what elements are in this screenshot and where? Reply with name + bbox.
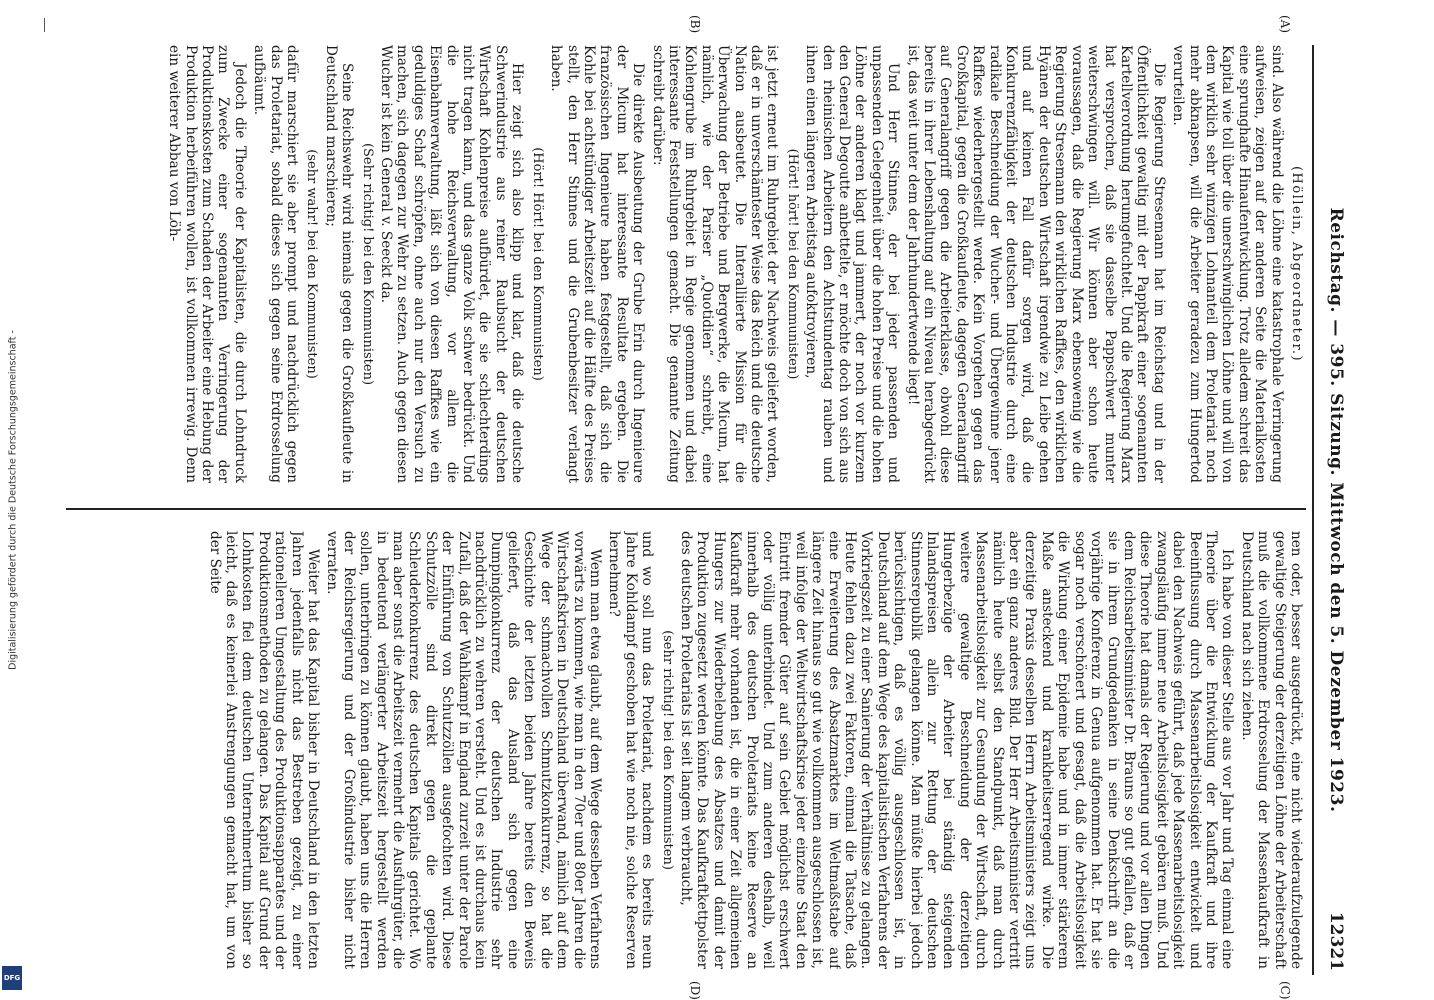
rotated-page xyxy=(62,15,1352,1000)
paragraph: Ich habe von dieser Stelle aus vor Jahr und Tag einmal eine Theorie über die Entwicklung der Kaufkraft und ihre Beeinflussung durch Massenarbeitslosigkeit entwickelt und dabei den Nachweis geführt, daß jede Massenarbeitslosigkeit zwangsläufig immer neue Arbeitslosigkeit gebären muß. Und diese Theorie hat damals der Regierung und vor allen Dingen dem Reichsarbeitsminister Dr. Brauns so gut gefallen, daß er sie in ihrem Grundgedanken in seine Denkschrift an die vorjährige Konferenz in Genua aufgenommen hat. Er hat sie sogar noch verschönert und gesagt, daß die Arbeitslosigkeit die Wirkung einer Epidemie habe und in immer stärkerem Maße ansteckend und krankheitserregend wirke. Die derzeitige Praxis desselben Herrn Arbeitsministers zeigt uns aber ein ganz anderes Bild. Der Herr Arbeitsminister vertritt nämlich heute selbst den Standpunkt, daß man durch Massenarbeitslosigkeit zur Gesundung der Wirtschaft, durch weitere gewaltige Beschneidung der derzeitigen Hungerbezüge der Arbeiter bei ständig steigenden Inlandspreisen allein zur Rettung der deutschen Stinnesrepublik gelangen könne. Man müßte hierbei jedoch berücksichtigen, daß es völlig ausgeschlossen ist, in Deutschland auf dem Wege des kapitalistischen Verfahrens der Vorkriegszeit zu einer Sanierung der Verhältnisse zu gelangen. Heute fehlen dazu zwei Faktoren, einmal die Tatsache, daß eine Erweiterung des Absatzmarktes im Weltmaßstabe auf längere Zeit hinaus so gut wie vollkommen ausgeschlossen ist, weil infolge der Weltwirtschaftskrise jeder einzelne Staat den Eintritt fremder Güter auf sein Gebiet möglichst erschwert oder völlig unterbindet. Und zum anderen deshalb, weil innerhalb des deutschen Proletariats keine Reserve an Kaufkraft mehr vorhanden ist, die in einer Zeit allgemeinen Hungers zur Wiederbelebung des Absatzes und damit der Produktion zugesetzt werden könnte. Das Kaufkraftkettpolster des deutschen Proletariats ist seit langem verbraucht, xyxy=(677,531,1236,969)
paragraph: ist jetzt erneut im Ruhrgebiet der Nachweis geliefert worden, daß er in unverschämtester Weise das Reich und die deutsche Nation ausbeutet. Die Interalliierte Mission für die Überwachung der Betriebe und Bergwerke, die Micum, hat nämlich, wie der Pariser „Quotidien“ schreibt, eine Kohlengrube im Ruhrgebiet in Regie genommen und dabei interessante Feststellungen gemacht. Die genannte Zeitung schreibt darüber: xyxy=(649,45,781,483)
margin-marker-a: (A) xyxy=(1278,15,1292,34)
margin-marker-d: (D) xyxy=(688,981,702,1000)
paragraph: Seine Reichswehr wird niemals gegen die Großkaufleute in Deutschland marschieren; xyxy=(322,45,356,483)
credit-text: Digitalisierung gefördert durch die Deutsche Forschungsgemeinschaft - xyxy=(7,330,19,670)
dfg-logo-icon: DFG xyxy=(2,966,22,990)
paragraph: dafür marschiert sie aber prompt und nachdrücklich gegen das Proletariat, sobald dieses sich gegen seine Erdrosselung aufbäumt. xyxy=(251,45,301,483)
paragraph: Und Herr Stinnes, der bei jeder passenden und unpassenden Gelegenheit über die hohen Preise und die hohen Löhne der anderen klagt und jammert, der noch vor kurzem den General Degoutte anbettelte, er möchte doch von sich aus den rheinischen Arbeitern den Achtstundentag rauben und ihnen einen längeren Arbeitstag aufoktroyieren, xyxy=(803,45,902,483)
paragraph: Die Regierung Stresemann hat im Reichstag und in der Öffentlichkeit gewaltig mit der Pappkraft einer sogenannten Kartellverordnung herumgefuchtelt. Und die Regierung Marx hat versprochen, daß sie dasselbe Pappschwert munter weiterschwingen will. Wir können aber schon heute voraussagen, daß die Regierung Marx ebensowenig wie die Regierung Stresemann den wirklichen Raffkes, den wirklichen Hyänen der deutschen Wirtschaft irgendwie zu Leibe gehen und auf keinen Fall dafür sorgen wird, daß die Konkurrenzfähigkeit der deutschen Industrie durch eine radikale Beschneidung der Wucher- und Übergewinne jener Raffkes wiederhergestellt werde. Kein Vorgehen gegen das Großkapital, gegen die Großkaufleute, dagegen Generalangriff auf Generalangriff gegen die Arbeiterklasse, obwohl diese bereits in ihrer Lebenshaltung auf ein Niveau herabgedrückt ist, das weit unter dem der Jahrhundertwende liegt! xyxy=(904,45,1167,483)
paragraph: nen oder, besser ausgedrückt, eine nicht wiederaufzulegende gewaltige Steigerung der derzeitigen Löhne der Arbeiterschaft muß die vollkommene Erdrosselung der Massenkaufkraft in Deutschland nach sich ziehen. xyxy=(1238,531,1304,969)
page-header xyxy=(1312,45,1352,975)
page-number: 12321 xyxy=(1326,911,1346,971)
paragraph: sind. Also während die Löhne eine katastrophale Verringerung aufweisen, zeigen auf der anderen Seite die Materialkosten eine sprunghafte Hinaufentwicklung. Trotz alledem schreit das Kapital wie toll über die unerschwinglichen Löhne und will von dem wirklich sehr winzigen Lohnanteil dem Proletariat noch mehr abknapsen, will die Arbeiter geradezu zum Hungertod verurteilen. xyxy=(1170,45,1285,483)
paragraph: Jedoch die Theorie der Kapitalisten, die durch Lohndruck zum Zwecke einer sogenannten Verringerung der Produktionskosten zum Schaden der Arbeiter eine Hebung der Produktion herbeiführen wollen, ist vollkommen irrewig. Denn ein weiterer Abbau von Löh- xyxy=(166,45,248,483)
paragraph: Wenn man etwa glaubt, auf dem Wege desselben Verfahrens vorwärts zu kommen, wie man in den 70er und 80er Jahren die Wirtschaftskrisen in Deutschland überwand, nämlich auf dem Wege der schmachvollen Schmutzkonkurrenz, so hat die Geschichte der letzten beiden Jahre bereits den Beweis geliefert, daß das Ausland sich gegen eine Dumpingkonkurrenz der deutschen Industrie sehr nachdrücklich zu wehren versteht. Und es ist durchaus kein Zufall, daß der Wahlkampf in England zurzeit unter der Parole der Einführung von Schutzzöllen ausgefochten wird. Diese Schutzzölle sind direkt gegen die geplante Schleuderkonkurrenz des deutschen Kapitals gerichtet. Wo man aber sonst die Arbeitszeit vermehrt die Ausfuhrgüter, die in bedeutend verlängerter Arbeitszeit hergestellt werden sollen, unterbringen zu können glaubt, haben uns die Herren der Reichsregierung und der Großindustrie bisher nicht verraten. xyxy=(324,531,603,969)
page-scan xyxy=(62,15,1352,1000)
session-title: Reichstag. — 395. Sitzung. Mittwoch den 5. Dezember 1923. xyxy=(1326,207,1346,813)
interjection: (Hört! Hört! bei den Kommunisten) xyxy=(529,147,545,381)
margin-marker-c: (C) xyxy=(1278,981,1292,1000)
interjection: (Hört! hört! bei den Kommunisten) xyxy=(784,148,800,380)
interjection: (Sehr richtig! bei den Kommunisten) xyxy=(359,142,375,386)
left-column xyxy=(68,45,1304,483)
interjection: (sehr wahr! bei den Kommunisten) xyxy=(304,149,320,379)
paragraph: Weiter hat das Kapital bisher in Deutschland in den letzten Jahren jedenfalls nicht das Bestreben gezeigt, zu einer rationelleren Umgestaltung des Produktionsapparates und der Produktionsmethoden zu gelangen. Das Kapital auf Grund der Lohnkosten fiel dem deutschen Unternehmertum bisher so leicht, daß es keinerlei Anstrengungen gemacht hat, um von der Seite xyxy=(206,531,322,969)
margin-marker-b: (B) xyxy=(688,15,702,34)
speaker-name: (Höllein, Abgeordneter.) xyxy=(1289,165,1304,363)
quotation: Die direkte Ausbeutung der Grube Erin durch Ingenieure der Micum hat interessante Resultate ergeben. Die französischen Ingenieure haben festgestellt, daß sich die Kohle bei achtstündiger Arbeitszeit auf die Hälfte des Preises stellt, den Herr Stinnes und die Grubenbesitzer verlangt haben. xyxy=(548,45,647,483)
paragraph: Hier zeigt sich also klipp und klar, daß die deutsche Schwerindustrie aus reiner Raubsucht der deutschen Wirtschaft Kohlenpreise aufbürdet, die sie schlechterdings nicht tragen kann, und das ganze Volk schwer bedrückt. Und die hohe Reichsverwaltung, vor allem die Eisenbahnverwaltung, läßt sich von diesen Raffkes wie ein geduldiges Schaf schröpfen, ohne auch nur den Versuch zu machen, sich dagegen zur Wehr zu setzen. Auch gegen diesen Wucher ist kein General v. Seeckt da. xyxy=(378,45,526,483)
column-rule xyxy=(66,508,1306,510)
right-column xyxy=(68,531,1304,969)
paragraph: und wo soll nun das Proletariat, nachdem es bereits neun Jahre Kohldampf geschoben hat wie noch nie, solche Reserven hernehmen? xyxy=(606,531,656,969)
margin-tick xyxy=(44,18,45,32)
interjection: (sehr richtig! bei den Kommunisten) xyxy=(659,630,675,870)
digitization-credit xyxy=(0,0,26,1000)
